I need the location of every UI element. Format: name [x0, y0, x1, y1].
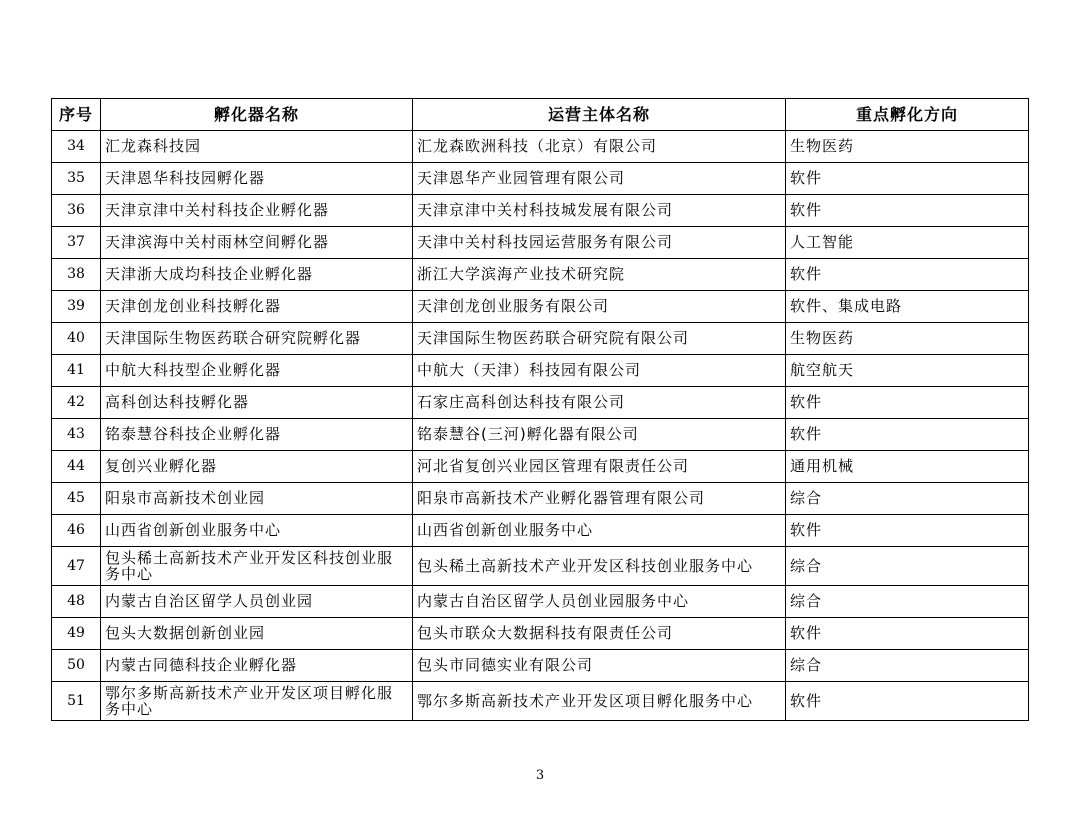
cell-serial-number: 42: [52, 387, 101, 419]
cell-incubator-name: 天津国际生物医药联合研究院孵化器: [101, 323, 413, 355]
cell-focus-direction: 软件: [786, 163, 1029, 195]
cell-serial-number: 39: [52, 291, 101, 323]
table-body: [52, 131, 1029, 721]
cell-focus-direction: 生物医药: [786, 131, 1029, 163]
header-focus-direction: 重点孵化方向: [786, 99, 1029, 131]
cell-focus-direction: 软件: [786, 618, 1029, 650]
cell-operator-name: 包头市联众大数据科技有限责任公司: [413, 618, 786, 650]
cell-incubator-name: 天津浙大成均科技企业孵化器: [101, 259, 413, 291]
cell-focus-direction: 软件: [786, 419, 1029, 451]
cell-incubator-name: 内蒙古自治区留学人员创业园: [101, 586, 413, 618]
header-incubator-name: 孵化器名称: [101, 99, 413, 131]
table-row: [52, 451, 1029, 483]
table-row: [52, 195, 1029, 227]
cell-operator-name: 铭泰慧谷(三河)孵化器有限公司: [413, 419, 786, 451]
cell-incubator-name: 铭泰慧谷科技企业孵化器: [101, 419, 413, 451]
cell-incubator-name: 复创兴业孵化器: [101, 451, 413, 483]
table-row: [52, 515, 1029, 547]
table-row: [52, 323, 1029, 355]
cell-incubator-name: 天津京津中关村科技企业孵化器: [101, 195, 413, 227]
cell-operator-name: 中航大（天津）科技园有限公司: [413, 355, 786, 387]
table-row: [52, 387, 1029, 419]
cell-focus-direction: 生物医药: [786, 323, 1029, 355]
cell-focus-direction: 综合: [786, 650, 1029, 682]
cell-operator-name: 包头稀土高新技术产业开发区科技创业服务中心: [413, 547, 786, 586]
header-serial-number: 序号: [52, 99, 101, 131]
cell-serial-number: 43: [52, 419, 101, 451]
cell-operator-name: 山西省创新创业服务中心: [413, 515, 786, 547]
cell-focus-direction: 综合: [786, 483, 1029, 515]
cell-serial-number: 40: [52, 323, 101, 355]
cell-operator-name: 天津恩华产业园管理有限公司: [413, 163, 786, 195]
table-row: [52, 547, 1029, 586]
cell-operator-name: 内蒙古自治区留学人员创业园服务中心: [413, 586, 786, 618]
cell-focus-direction: 软件: [786, 682, 1029, 721]
table-row: [52, 419, 1029, 451]
cell-incubator-name: 阳泉市高新技术创业园: [101, 483, 413, 515]
cell-serial-number: 37: [52, 227, 101, 259]
table-header: [52, 99, 1029, 131]
cell-incubator-name: 包头稀土高新技术产业开发区科技创业服务中心: [101, 547, 413, 586]
cell-serial-number: 38: [52, 259, 101, 291]
cell-operator-name: 石家庄高科创达科技有限公司: [413, 387, 786, 419]
cell-incubator-name: 高科创达科技孵化器: [101, 387, 413, 419]
incubator-list-sheet: [51, 98, 1028, 721]
table-row: [52, 131, 1029, 163]
table-row: [52, 259, 1029, 291]
cell-operator-name: 包头市同德实业有限公司: [413, 650, 786, 682]
cell-incubator-name: 天津恩华科技园孵化器: [101, 163, 413, 195]
cell-incubator-name: 汇龙森科技园: [101, 131, 413, 163]
cell-focus-direction: 通用机械: [786, 451, 1029, 483]
cell-incubator-name: 鄂尔多斯高新技术产业开发区项目孵化服务中心: [101, 682, 413, 721]
cell-focus-direction: 软件: [786, 387, 1029, 419]
table-row: [52, 682, 1029, 721]
cell-focus-direction: 软件: [786, 195, 1029, 227]
cell-focus-direction: 航空航天: [786, 355, 1029, 387]
cell-focus-direction: 软件: [786, 259, 1029, 291]
page-number: 3: [535, 768, 545, 783]
cell-operator-name: 河北省复创兴业园区管理有限责任公司: [413, 451, 786, 483]
cell-focus-direction: 综合: [786, 586, 1029, 618]
cell-serial-number: 46: [52, 515, 101, 547]
cell-focus-direction: 综合: [786, 547, 1029, 586]
cell-serial-number: 48: [52, 586, 101, 618]
cell-operator-name: 天津京津中关村科技城发展有限公司: [413, 195, 786, 227]
table-row: [52, 355, 1029, 387]
cell-serial-number: 49: [52, 618, 101, 650]
cell-focus-direction: 软件: [786, 515, 1029, 547]
table-row: [52, 291, 1029, 323]
cell-serial-number: 51: [52, 682, 101, 721]
cell-operator-name: 天津国际生物医药联合研究院有限公司: [413, 323, 786, 355]
table-row: [52, 618, 1029, 650]
cell-serial-number: 35: [52, 163, 101, 195]
cell-incubator-name: 天津创龙创业科技孵化器: [101, 291, 413, 323]
cell-serial-number: 34: [52, 131, 101, 163]
cell-incubator-name: 包头大数据创新创业园: [101, 618, 413, 650]
cell-operator-name: 天津创龙创业服务有限公司: [413, 291, 786, 323]
cell-incubator-name: 内蒙古同德科技企业孵化器: [101, 650, 413, 682]
cell-operator-name: 鄂尔多斯高新技术产业开发区项目孵化服务中心: [413, 682, 786, 721]
cell-serial-number: 36: [52, 195, 101, 227]
table-row: [52, 483, 1029, 515]
cell-incubator-name: 山西省创新创业服务中心: [101, 515, 413, 547]
cell-operator-name: 汇龙森欧洲科技（北京）有限公司: [413, 131, 786, 163]
cell-serial-number: 47: [52, 547, 101, 586]
cell-operator-name: 阳泉市高新技术产业孵化器管理有限公司: [413, 483, 786, 515]
cell-serial-number: 45: [52, 483, 101, 515]
cell-operator-name: 浙江大学滨海产业技术研究院: [413, 259, 786, 291]
cell-focus-direction: 人工智能: [786, 227, 1029, 259]
header-operator-name: 运营主体名称: [413, 99, 786, 131]
header-row: [52, 99, 1029, 131]
cell-serial-number: 41: [52, 355, 101, 387]
cell-serial-number: 50: [52, 650, 101, 682]
table-row: [52, 163, 1029, 195]
table-row: [52, 650, 1029, 682]
table-row: [52, 227, 1029, 259]
cell-operator-name: 天津中关村科技园运营服务有限公司: [413, 227, 786, 259]
cell-incubator-name: 天津滨海中关村雨林空间孵化器: [101, 227, 413, 259]
table-row: [52, 586, 1029, 618]
cell-focus-direction: 软件、集成电路: [786, 291, 1029, 323]
incubator-table: [51, 98, 1029, 721]
cell-incubator-name: 中航大科技型企业孵化器: [101, 355, 413, 387]
cell-serial-number: 44: [52, 451, 101, 483]
